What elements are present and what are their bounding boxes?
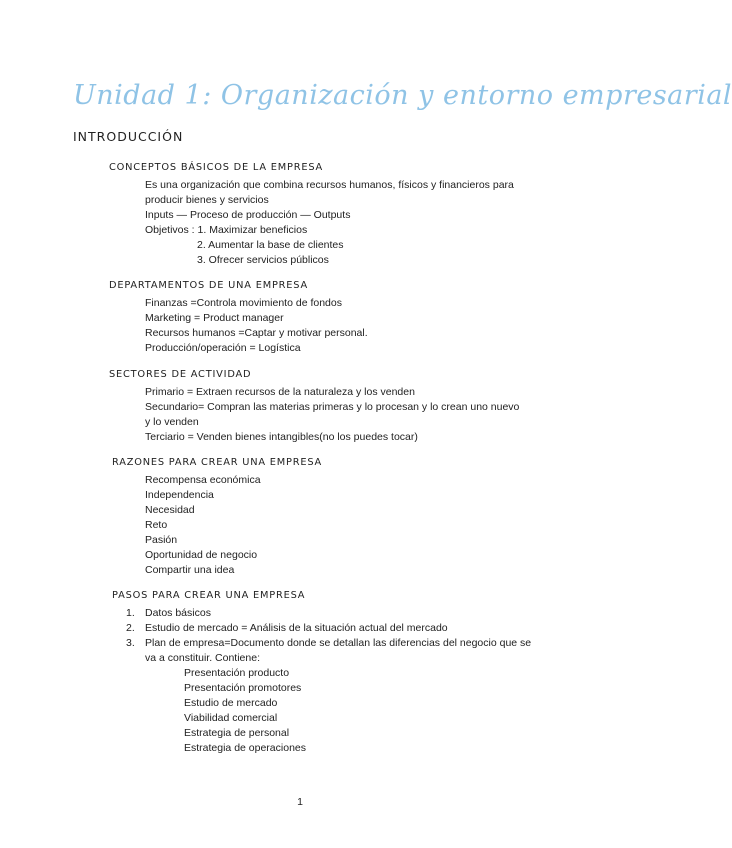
list-item: Recompensa económica <box>145 474 261 486</box>
sector-primario: Primario = Extraen recursos de la naturaleza y los venden <box>145 386 415 398</box>
list-item: Finanzas =Controla movimiento de fondos <box>145 297 342 309</box>
step-text: Plan de empresa=Documento donde se detallan las diferencias del negocio que se va a constituir. Contiene: <box>145 637 532 664</box>
razones-heading: RAZONES PARA CREAR UNA EMPRESA <box>112 457 323 468</box>
list-item: Estudio de mercado <box>184 697 278 709</box>
list-item: Estrategia de personal <box>184 727 290 739</box>
list-item: Presentación producto <box>184 667 290 679</box>
list-item: Estrategia de operaciones <box>184 742 306 754</box>
objetivo-3: 3. Ofrecer servicios públicos <box>197 254 329 266</box>
section-pasos <box>112 588 572 756</box>
sector-secundario: Secundario= Compran las materias primeras y lo procesan y lo crean uno nuevo y lo venden <box>145 401 520 428</box>
objetivo-1: Objetivos : 1. Maximizar beneficios <box>145 224 308 236</box>
list-item: Independencia <box>145 489 214 501</box>
step-text: Datos básicos <box>145 607 211 619</box>
step-number: 3. <box>126 637 135 649</box>
step-number: 2. <box>126 622 135 634</box>
section-razones <box>112 455 572 578</box>
list-item: Marketing = Product manager <box>145 312 284 324</box>
step-text: Estudio de mercado = Análisis de la situación actual del mercado <box>145 622 448 634</box>
list-item: Producción/operación = Logística <box>145 342 301 354</box>
step-1 <box>112 606 535 621</box>
objetivo-2: 2. Aumentar la base de clientes <box>197 239 344 251</box>
section-sectores <box>109 367 569 445</box>
empresa-definition: Es una organización que combina recursos humanos, físicos y financieros para producir bienes y servicios <box>145 179 514 206</box>
list-item: Viabilidad comercial <box>184 712 278 724</box>
list-item: Necesidad <box>145 504 195 516</box>
conceptos-heading: CONCEPTOS BÁSICOS DE LA EMPRESA <box>109 162 324 173</box>
step-2 <box>112 621 535 636</box>
list-item: Oportunidad de negocio <box>145 549 258 561</box>
list-item: Reto <box>145 519 168 531</box>
step-3 <box>112 636 533 666</box>
list-item: Recursos humanos =Captar y motivar personal. <box>145 327 368 339</box>
inputs-outputs-line: Inputs — Proceso de producción — Outputs <box>145 209 351 221</box>
section-heading-introduccion: INTRODUCCIÓN <box>73 129 184 144</box>
list-item: Compartir una idea <box>145 564 235 576</box>
section-departamentos <box>109 278 569 356</box>
pasos-heading: PASOS PARA CREAR UNA EMPRESA <box>112 590 306 601</box>
step-number: 1. <box>126 607 135 619</box>
sector-terciario: Terciario = Venden bienes intangibles(no los puedes tocar) <box>145 431 418 443</box>
list-item: Pasión <box>145 534 178 546</box>
departamentos-heading: DEPARTAMENTOS DE UNA EMPRESA <box>109 280 308 291</box>
page-number: 1 <box>297 796 303 808</box>
document-title: Unidad 1: Organización y entorno empresarial <box>73 80 732 111</box>
list-item: Presentación promotores <box>184 682 302 694</box>
section-conceptos <box>109 160 569 268</box>
sectores-heading: SECTORES DE ACTIVIDAD <box>109 369 252 380</box>
